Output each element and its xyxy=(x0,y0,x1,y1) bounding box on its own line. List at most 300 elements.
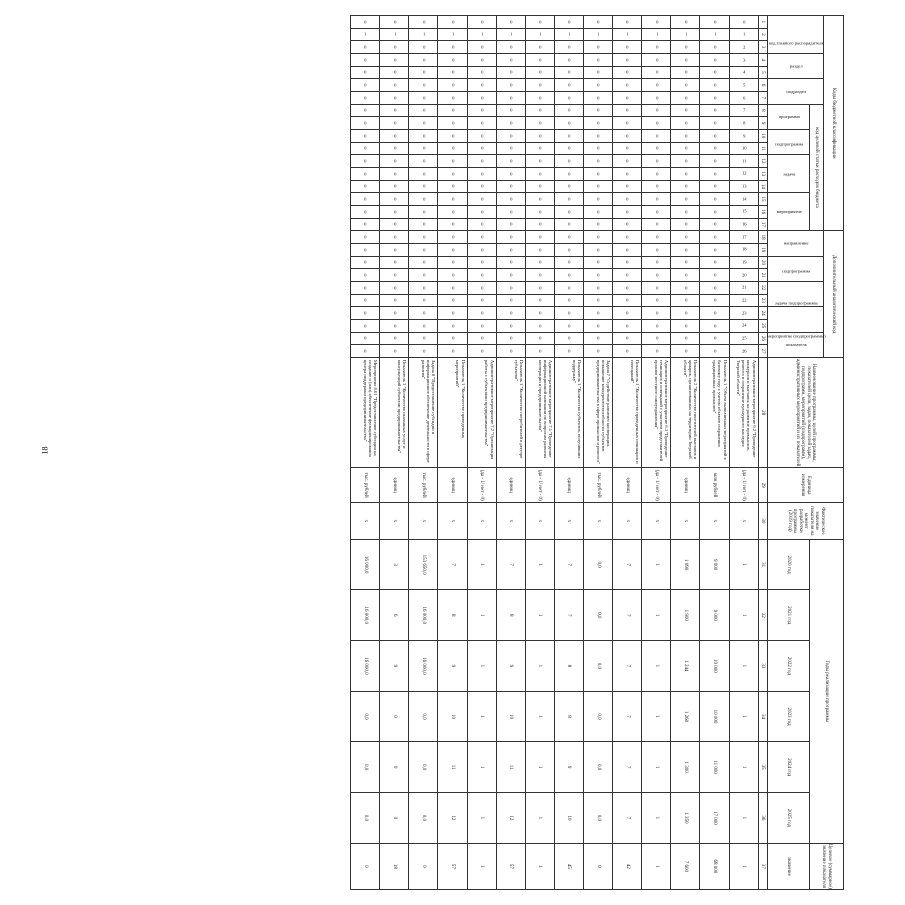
table-row xyxy=(467,16,496,890)
code-cell xyxy=(554,218,583,231)
code-cell xyxy=(700,155,729,168)
code-cell-text: 0 xyxy=(451,208,455,214)
code-cell xyxy=(438,117,467,130)
code-cell xyxy=(584,243,613,256)
code-cell-text: 0 xyxy=(655,272,658,278)
row-target: 68 000 xyxy=(700,843,729,889)
code-cell-text: 0 xyxy=(393,297,396,303)
code-cell-text: 0 xyxy=(422,234,426,240)
code-cell xyxy=(671,41,700,54)
code-cell xyxy=(409,104,438,117)
code-cell-text: 0 xyxy=(539,272,542,278)
code-cell xyxy=(351,79,380,92)
row-year-value: 0,0 xyxy=(584,691,613,742)
code-cell-text: 0 xyxy=(451,335,455,341)
code-cell xyxy=(729,345,758,358)
code-cell xyxy=(700,319,729,332)
row-target: 18 xyxy=(380,843,409,889)
code-cell xyxy=(671,319,700,332)
column-number: 2 xyxy=(758,28,767,41)
code-cell xyxy=(613,205,642,218)
header-years: Годы реализации программы xyxy=(809,539,843,843)
code-cell-text: 0 xyxy=(626,19,629,25)
code-cell xyxy=(729,193,758,206)
code-cell xyxy=(380,91,409,104)
code-cell-text: 0 xyxy=(539,170,542,176)
code-cell-text: 0 xyxy=(481,132,484,138)
code-cell-text: 0 xyxy=(597,221,600,227)
header-section-text: раздел xyxy=(789,63,803,69)
code-cell xyxy=(613,180,642,193)
code-cell xyxy=(671,205,700,218)
code-cell xyxy=(409,53,438,66)
code-cell xyxy=(671,91,700,104)
code-cell-text: 0 xyxy=(364,158,367,164)
code-cell-text: 0 xyxy=(481,322,484,328)
code-cell xyxy=(700,91,729,104)
row-base: x xyxy=(409,502,438,539)
code-cell-text: 0 xyxy=(481,234,484,240)
code-cell-text: 0 xyxy=(481,183,484,189)
code-cell-text: 21 xyxy=(741,285,747,290)
code-cell xyxy=(642,256,671,269)
code-cell xyxy=(351,142,380,155)
code-cell-text: 0 xyxy=(713,82,717,88)
code-cell-text: 0 xyxy=(713,221,717,227)
code-cell xyxy=(642,142,671,155)
code-cell xyxy=(409,218,438,231)
code-cell-text: 0 xyxy=(422,132,426,138)
code-cell-text: 0 xyxy=(364,170,367,176)
code-cell xyxy=(438,53,467,66)
row-unit: тыс. рублей xyxy=(351,468,380,503)
code-cell xyxy=(642,294,671,307)
code-cell-text: 0 xyxy=(597,208,600,214)
code-cell xyxy=(613,218,642,231)
code-cell-text: 0 xyxy=(364,196,367,202)
code-cell-text: 0 xyxy=(422,348,426,354)
code-cell xyxy=(584,205,613,218)
code-cell xyxy=(380,269,409,282)
code-cell xyxy=(496,319,525,332)
code-cell-text: 5 xyxy=(742,82,746,88)
code-cell-text: 18 xyxy=(741,247,747,253)
code-cell xyxy=(496,79,525,92)
code-cell xyxy=(467,142,496,155)
code-cell xyxy=(351,155,380,168)
row-year-value: 1 xyxy=(525,641,554,692)
code-cell-text: 0 xyxy=(539,57,542,63)
code-cell xyxy=(671,231,700,244)
code-cell-text: 15 xyxy=(741,208,747,214)
row-year-value: 7 xyxy=(613,792,642,843)
code-cell xyxy=(380,345,409,358)
code-cell-text: 0 xyxy=(684,284,688,290)
code-cell-text: 0 xyxy=(655,310,658,316)
column-number: 32 xyxy=(758,590,767,641)
code-cell xyxy=(729,66,758,79)
code-cell-text: 0 xyxy=(626,310,629,316)
code-cell-text: 0 xyxy=(568,132,571,138)
code-cell xyxy=(642,180,671,193)
code-cell-text: 0 xyxy=(422,120,426,126)
row-base: x xyxy=(438,502,467,539)
code-cell xyxy=(525,193,554,206)
code-cell-text: 17 xyxy=(741,234,747,240)
code-cell xyxy=(729,104,758,117)
code-cell xyxy=(409,307,438,320)
header-extra-direction-text: направление xyxy=(783,240,809,246)
code-cell xyxy=(642,307,671,320)
code-cell xyxy=(729,256,758,269)
code-cell xyxy=(613,28,642,41)
code-cell-text: 0 xyxy=(655,145,658,151)
code-cell-text: 0 xyxy=(626,234,629,240)
row-unit: (да - 1/ нет - 0) xyxy=(642,468,671,503)
code-cell-text: 0 xyxy=(597,145,600,151)
code-cell-text: 0 xyxy=(481,82,484,88)
code-cell xyxy=(467,66,496,79)
code-cell-text: 19 xyxy=(741,259,747,265)
code-cell-text: 0 xyxy=(568,208,571,214)
code-cell xyxy=(409,231,438,244)
code-cell-text: 0 xyxy=(510,335,513,341)
code-cell xyxy=(700,104,729,117)
code-cell-text: 0 xyxy=(510,284,513,290)
code-cell-text: 0 xyxy=(510,69,513,75)
code-cell xyxy=(467,243,496,256)
code-cell-text: 0 xyxy=(713,284,717,290)
code-cell-text: 0 xyxy=(713,44,717,50)
code-cell-text: 0 xyxy=(655,196,658,202)
code-cell-text: 14 xyxy=(741,196,747,202)
code-cell xyxy=(642,91,671,104)
code-cell xyxy=(584,193,613,206)
code-cell-text: 0 xyxy=(393,221,396,227)
code-cell xyxy=(380,167,409,180)
table-row xyxy=(700,16,729,890)
header-y2025: 2025 год xyxy=(767,792,809,843)
code-cell-text: 0 xyxy=(393,322,396,328)
code-cell xyxy=(438,205,467,218)
code-cell-text: 0 xyxy=(393,57,396,63)
code-cell-text: 0 xyxy=(481,158,484,164)
code-cell-text: 0 xyxy=(597,132,600,138)
code-cell xyxy=(496,66,525,79)
code-cell xyxy=(642,167,671,180)
code-cell xyxy=(496,332,525,345)
code-cell xyxy=(584,155,613,168)
code-cell-text: 1 xyxy=(364,31,367,37)
code-cell-text: 0 xyxy=(626,208,629,214)
row-base: x xyxy=(351,502,380,539)
column-number: 26 xyxy=(758,332,767,345)
row-year-value: 0,0 xyxy=(584,792,613,843)
header-article: код целевой статьи расходов бюджета xyxy=(809,104,823,231)
code-cell-text: 0 xyxy=(510,221,513,227)
code-cell xyxy=(496,16,525,29)
code-cell-text: 0 xyxy=(451,234,455,240)
code-cell-text: 0 xyxy=(481,259,484,265)
code-cell-text: 0 xyxy=(568,259,571,265)
column-number: 16 xyxy=(758,205,767,218)
code-cell-text: 0 xyxy=(655,297,658,303)
code-cell-text: 0 xyxy=(422,297,426,303)
code-cell xyxy=(525,91,554,104)
code-cell xyxy=(584,91,613,104)
code-cell-text: 0 xyxy=(597,183,600,189)
code-cell xyxy=(351,269,380,282)
code-cell-text: 0 xyxy=(655,335,658,341)
code-cell-text: 0 xyxy=(684,44,688,50)
code-cell-text: 20 xyxy=(741,272,747,278)
column-number: 33 xyxy=(758,641,767,692)
code-cell-text: 0 xyxy=(713,272,717,278)
row-name: Показатель 1 "Объем выполненных мероприятий к базовому году с учетом объемов сохранения традиционных промыслов" xyxy=(700,357,729,468)
code-cell-text: 0 xyxy=(597,259,600,265)
code-cell xyxy=(554,243,583,256)
row-year-value: 11 xyxy=(438,742,467,793)
code-cell xyxy=(496,345,525,358)
row-year-value: 1 xyxy=(642,742,671,793)
code-cell xyxy=(380,66,409,79)
row-name: Мероприятие 8.01 "Предоставление субсидии на создание и (или) обеспечение функционирования центра поддержки предпринимательства" xyxy=(351,357,380,468)
header-name: Наименование программы, целей программы, показателей цели, задач, показателей задач, подпрограмм, мероприятий (подпрограмм), административных мероприятий и их показателей xyxy=(767,357,843,468)
code-cell-text: 0 xyxy=(655,221,658,227)
row-target: 0 xyxy=(584,843,613,889)
code-cell-text: 0 xyxy=(655,247,658,253)
code-cell-text: 0 xyxy=(481,120,484,126)
row-year-value: 3 xyxy=(380,539,409,590)
code-cell-text: 0 xyxy=(422,208,426,214)
code-cell-text: 0 xyxy=(481,196,484,202)
code-cell-text: 0 xyxy=(684,57,688,63)
code-cell xyxy=(642,231,671,244)
code-cell xyxy=(351,256,380,269)
code-cell xyxy=(380,319,409,332)
code-cell xyxy=(584,294,613,307)
row-year-value: 1 350 xyxy=(671,792,700,843)
code-cell-text: 0 xyxy=(713,132,717,138)
column-number: 24 xyxy=(758,307,767,320)
code-cell-text: 0 xyxy=(481,208,484,214)
code-cell xyxy=(700,345,729,358)
row-year-value: 0 xyxy=(380,792,409,843)
code-cell xyxy=(467,53,496,66)
code-cell-text: 0 xyxy=(422,221,426,227)
column-number: 5 xyxy=(758,66,767,79)
header-extra-task2-text: задача подпрограммы xyxy=(774,300,818,306)
code-cell-text: 0 xyxy=(568,170,571,176)
code-cell xyxy=(467,79,496,92)
row-base: x xyxy=(584,502,613,539)
code-cell xyxy=(584,231,613,244)
row-year-value: 0,0 xyxy=(584,590,613,641)
code-cell-text: 0 xyxy=(510,107,513,113)
row-unit: (да - 1/ нет - 0) xyxy=(729,468,758,503)
code-cell xyxy=(613,281,642,294)
column-number: 6 xyxy=(758,79,767,92)
code-cell-text: 0 xyxy=(393,82,396,88)
row-year-value: 7 xyxy=(613,539,642,590)
rotated-page xyxy=(265,0,905,905)
code-cell-text: 0 xyxy=(422,107,426,113)
code-cell-text: 0 xyxy=(568,69,571,75)
code-cell-text: 0 xyxy=(481,297,484,303)
code-cell xyxy=(729,53,758,66)
code-cell-text: 0 xyxy=(713,348,717,354)
row-unit: единиц xyxy=(613,468,642,503)
code-cell xyxy=(351,53,380,66)
code-cell-text: 0 xyxy=(481,95,484,101)
table-row xyxy=(642,16,671,890)
code-cell xyxy=(671,53,700,66)
code-cell-text: 0 xyxy=(684,272,688,278)
header-target: Целевое (суммарное) значение показателя xyxy=(809,843,843,889)
row-year-value: 17 000 xyxy=(700,792,729,843)
header-task xyxy=(767,155,809,193)
code-cell xyxy=(554,53,583,66)
code-cell xyxy=(525,307,554,320)
code-cell-text: 0 xyxy=(393,208,396,214)
code-cell-text: 0 xyxy=(713,107,717,113)
code-cell-text: 0 xyxy=(422,57,426,63)
code-cell-text: 0 xyxy=(393,335,396,341)
code-cell-text: 0 xyxy=(510,158,513,164)
code-cell-text: 0 xyxy=(364,234,367,240)
code-cell-text: 0 xyxy=(597,107,600,113)
code-cell-text: 0 xyxy=(655,259,658,265)
code-cell xyxy=(700,218,729,231)
code-cell xyxy=(642,205,671,218)
code-cell-text: 0 xyxy=(451,221,455,227)
code-cell xyxy=(700,307,729,320)
code-cell xyxy=(409,269,438,282)
code-cell xyxy=(467,104,496,117)
code-cell xyxy=(584,218,613,231)
column-number: 10 xyxy=(758,129,767,142)
code-cell xyxy=(525,218,554,231)
code-cell xyxy=(525,319,554,332)
code-cell xyxy=(700,142,729,155)
code-cell-text: 0 xyxy=(597,120,600,126)
header-activity-text: мероприятие xyxy=(776,208,802,214)
code-cell xyxy=(409,167,438,180)
row-year-value: 7 xyxy=(613,590,642,641)
header-task-text: задача xyxy=(782,170,795,176)
code-cell xyxy=(467,319,496,332)
table-row xyxy=(729,16,758,890)
code-cell-text: 0 xyxy=(597,234,600,240)
header-extra-task2 xyxy=(767,281,823,306)
code-cell xyxy=(438,142,467,155)
code-cell xyxy=(642,332,671,345)
row-year-value: 153 650,0 xyxy=(409,539,438,590)
code-cell-text: 0 xyxy=(568,57,571,63)
code-cell-text: 0 xyxy=(510,259,513,265)
code-cell xyxy=(554,167,583,180)
code-cell-text: 0 xyxy=(626,247,629,253)
code-cell xyxy=(438,41,467,54)
code-cell-text: 0 xyxy=(510,272,513,278)
code-cell xyxy=(554,91,583,104)
code-cell xyxy=(438,180,467,193)
code-cell-text: 0 xyxy=(684,82,688,88)
code-cell xyxy=(613,79,642,92)
code-cell-text: 0 xyxy=(568,120,571,126)
row-name: Задача 7 "Содействие развитию кооперации, повышение конкурентоспособности субъектов предпринимательства в сфере промыслов и ремесел" xyxy=(584,357,613,468)
code-cell-text: 1 xyxy=(568,31,571,37)
code-cell xyxy=(525,41,554,54)
code-cell xyxy=(467,155,496,168)
code-cell-text: 0 xyxy=(539,259,542,265)
code-cell xyxy=(613,66,642,79)
row-unit: единиц xyxy=(671,468,700,503)
code-cell-text: 0 xyxy=(364,183,367,189)
code-cell xyxy=(554,180,583,193)
code-cell-text: 0 xyxy=(655,348,658,354)
code-cell xyxy=(438,269,467,282)
code-cell-text: 0 xyxy=(451,310,455,316)
code-cell xyxy=(380,142,409,155)
code-cell-text: 2 xyxy=(742,44,746,50)
column-number: 27 xyxy=(758,345,767,358)
code-cell xyxy=(584,16,613,29)
row-year-value: 1 xyxy=(729,590,758,641)
code-cell-text: 0 xyxy=(539,69,542,75)
code-cell xyxy=(525,53,554,66)
code-cell-text: 26 xyxy=(741,348,747,354)
column-number: 12 xyxy=(758,155,767,168)
code-cell xyxy=(438,243,467,256)
code-cell xyxy=(729,281,758,294)
code-cell xyxy=(496,91,525,104)
code-cell-text: 0 xyxy=(510,196,513,202)
code-cell xyxy=(642,41,671,54)
row-year-value: 1 xyxy=(525,742,554,793)
code-cell-text: 0 xyxy=(684,107,688,113)
row-year-value: 1 xyxy=(729,539,758,590)
row-base: x xyxy=(700,502,729,539)
code-cell-text: 0 xyxy=(422,335,426,341)
code-cell-text: 0 xyxy=(364,19,367,25)
code-cell-text: 0 xyxy=(626,145,629,151)
code-cell xyxy=(438,66,467,79)
row-year-value: 1 xyxy=(467,539,496,590)
code-cell-text: 0 xyxy=(568,284,571,290)
row-year-value: 7 xyxy=(613,742,642,793)
code-cell xyxy=(438,28,467,41)
column-number: 19 xyxy=(758,243,767,256)
code-cell xyxy=(642,28,671,41)
code-cell xyxy=(700,180,729,193)
code-cell xyxy=(409,193,438,206)
code-cell xyxy=(642,319,671,332)
code-cell xyxy=(554,129,583,142)
code-cell-text: 0 xyxy=(597,297,600,303)
row-year-value: 10 xyxy=(438,691,467,742)
table-row xyxy=(438,16,467,890)
code-cell-text: 0 xyxy=(364,82,367,88)
code-cell-text: 0 xyxy=(393,196,396,202)
code-cell-text: 0 xyxy=(539,145,542,151)
row-target: 0 xyxy=(351,843,380,889)
code-cell xyxy=(438,218,467,231)
code-cell-text: 4 xyxy=(742,69,746,75)
code-cell-text: 0 xyxy=(510,95,513,101)
code-cell-text: 0 xyxy=(481,221,484,227)
row-unit: тыс. рублей xyxy=(409,468,438,503)
